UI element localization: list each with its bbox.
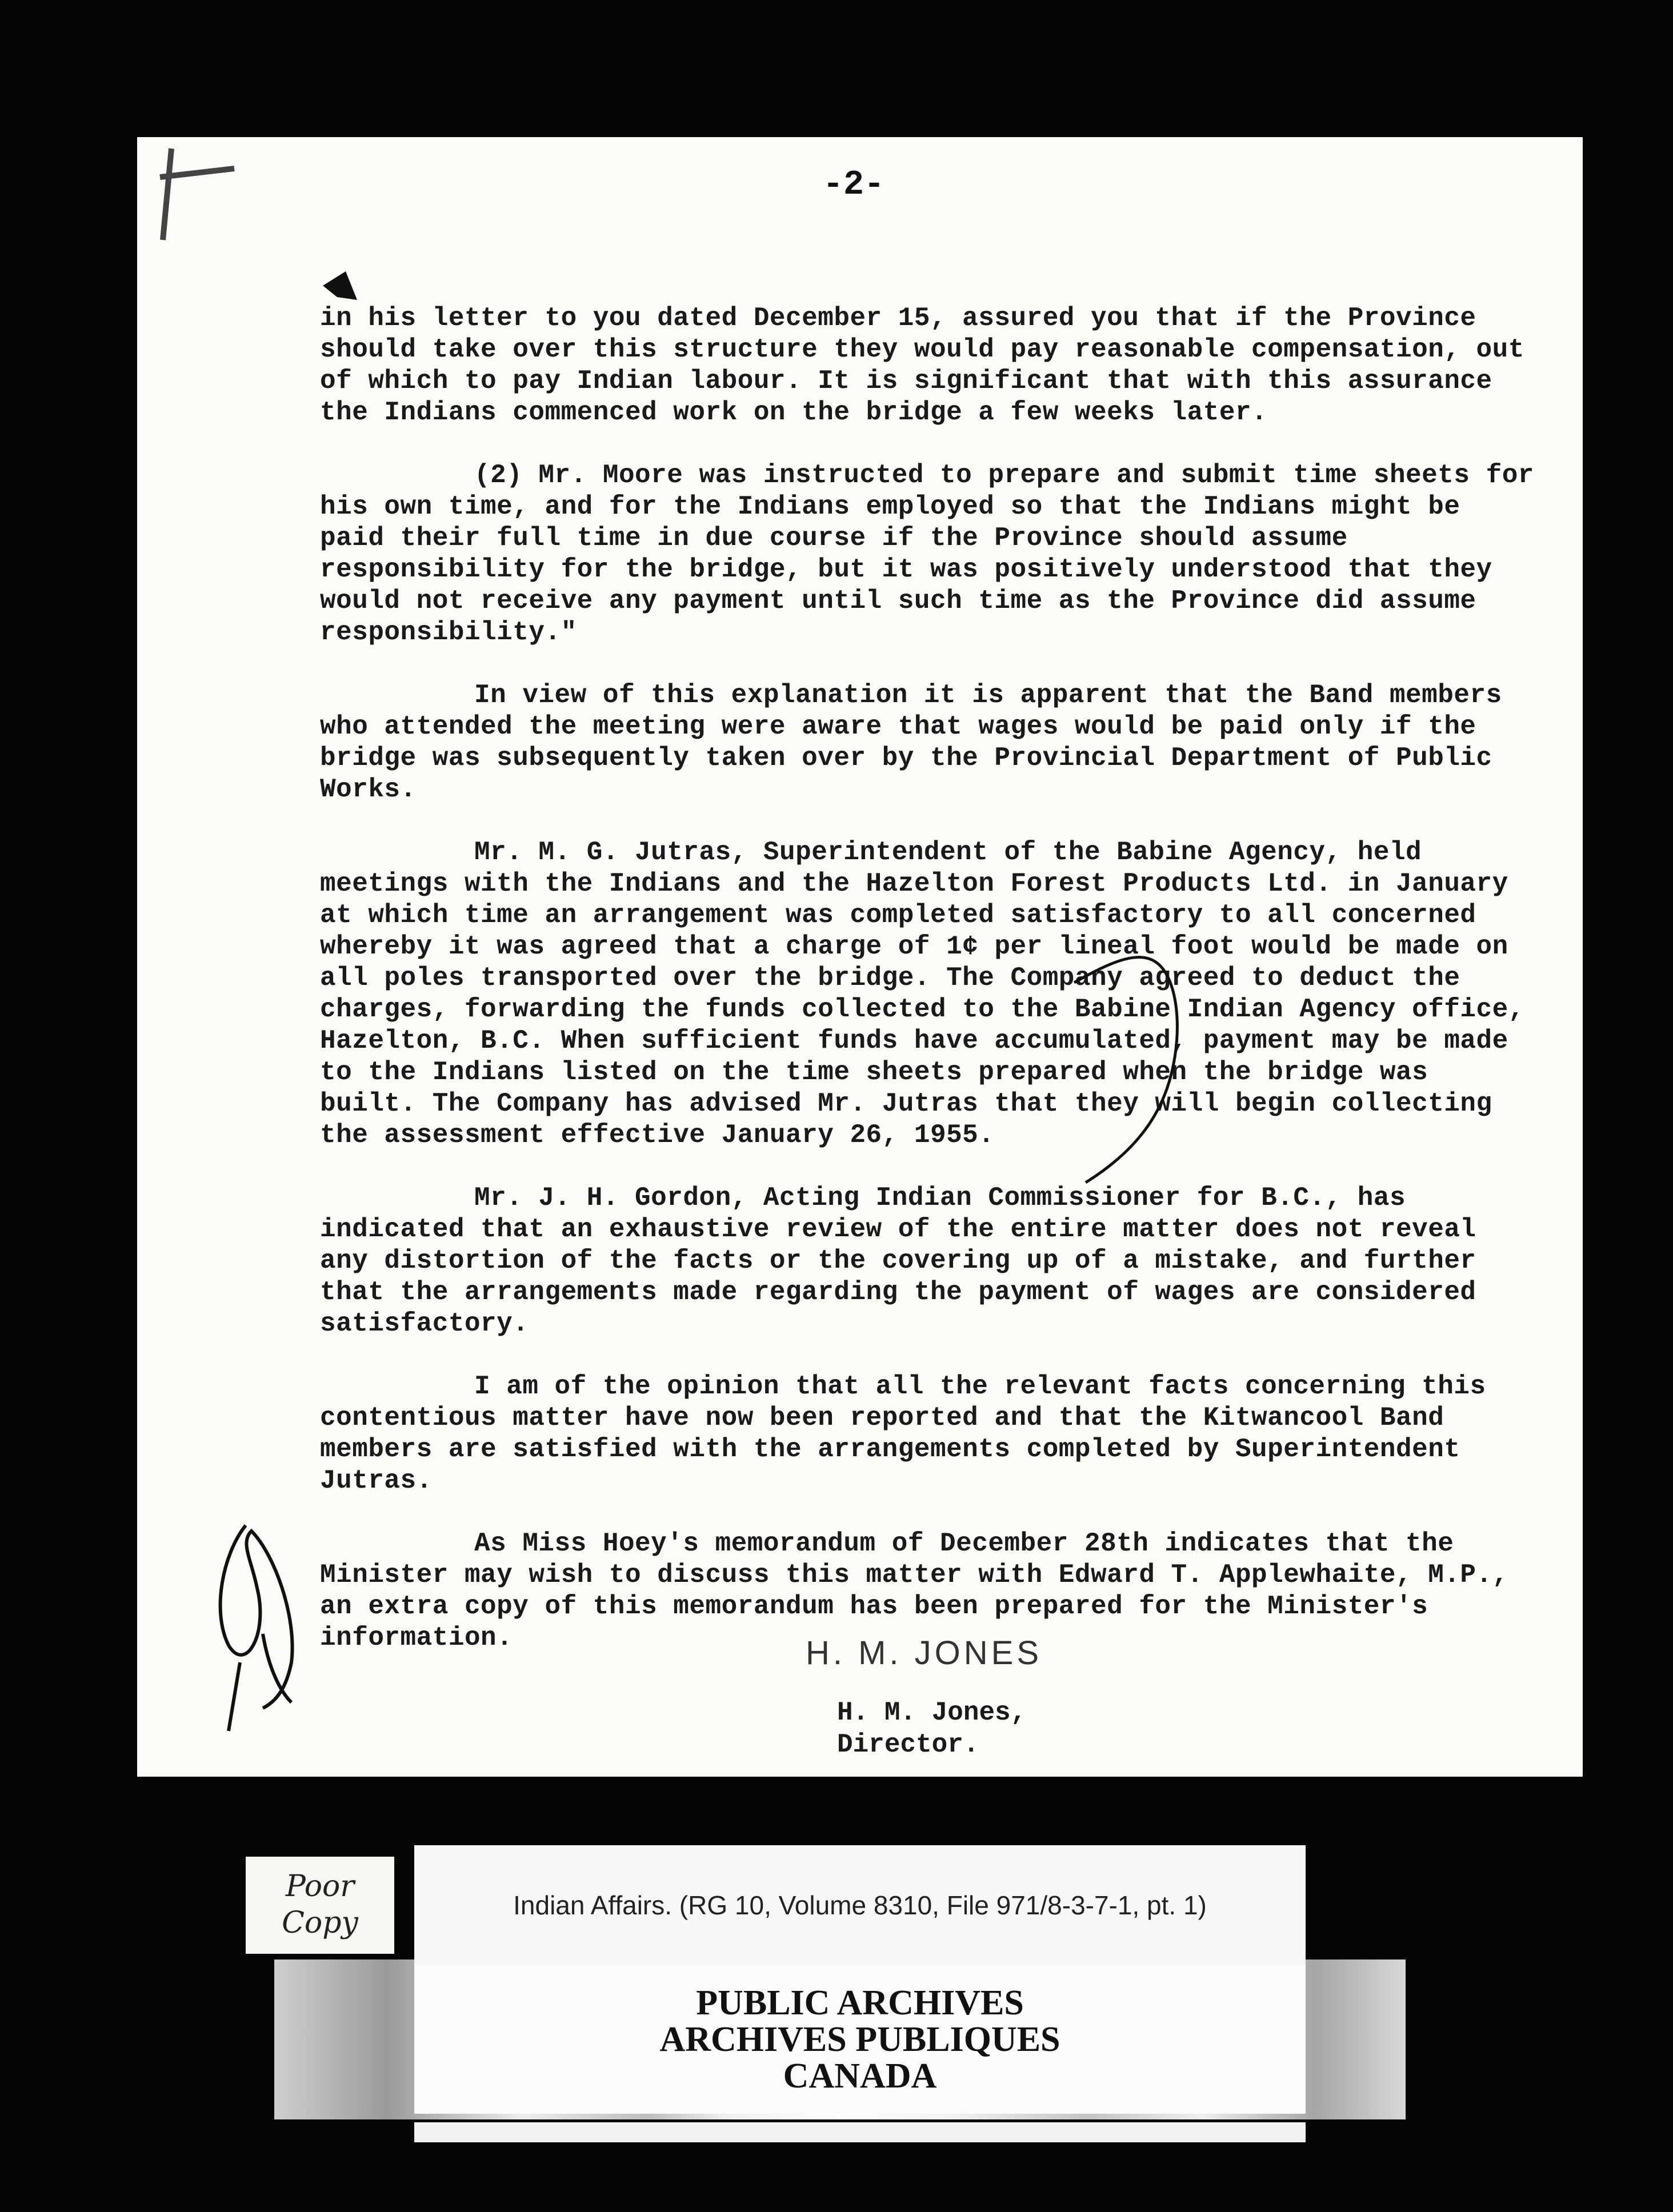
- paragraph-jutras-arrangement: Mr. M. G. Jutras, Superintendent of the Babine Agency, held meetings with the Indians and the Hazelton Forest Products Ltd. in January at which time an arrangement was completed satisfactory to all concerned whereby it was agreed that a charge of 1¢ per lineal foot would be made on all poles transported over the bridge. The Company agreed to deduct the charges, forwarding the funds collected to the Babine Indian Agency office, Hazelton, B.C. When sufficient funds have accumulated, payment may be made to the Indians listed on the time sheets prepared when the bridge was built. The Company has advised Mr. Jutras that they will begin collecting the assessment effective January 26, 1955.: [320, 837, 1524, 1150]
- paragraph-gordon-review: Mr. J. H. Gordon, Acting Indian Commissioner for B.C., has indicated that an exhaustive review of the entire matter does not reveal any distortion of the facts or the covering up of a mistake, and further that the arrangements made regarding the payment of wages are considered satisfactory.: [320, 1183, 1476, 1339]
- paragraph-item-2: (2) Mr. Moore was instructed to prepare and submit time sheets for his own time, and for the Indians employed so that the Indians might be paid their full time in due course if the Province should assume responsibility for the bridge, but it was positively understood that they would not receive any payment until such time as the Province did assume responsibility.": [320, 460, 1534, 647]
- signature-block: [837, 1697, 1026, 1761]
- handwritten-pen-mark: [1063, 925, 1200, 1188]
- paragraph-minister-copy: As Miss Hoey's memorandum of December 28th indicates that the Minister may wish to discuss this matter with Edward T. Applewhaite, M.P., an extra copy of this memorandum has been prepared for the Minister's information.: [320, 1529, 1508, 1653]
- label-bottom-edge: [414, 2122, 1306, 2142]
- page-number: -2-: [823, 166, 885, 205]
- paragraph-opinion: I am of the opinion that all the relevant facts concerning this contentious matter have now been reported and that the Kitwancool Band members are satisfied with the arrangements completed by Superintendent Jutras.: [320, 1372, 1486, 1496]
- signature-name: H. M. Jones,: [837, 1698, 1027, 1728]
- archive-line-3: CANADA: [783, 2057, 937, 2095]
- poor-copy-note: Poor Copy: [246, 1857, 394, 1954]
- citation-label: [414, 1845, 1306, 1965]
- handwritten-initials-signature: [206, 1520, 320, 1737]
- citation-text: Indian Affairs. (RG 10, Volume 8310, File 971/8-3-7-1, pt. 1): [513, 1890, 1207, 1920]
- corner-fold-mark: [137, 137, 286, 320]
- archive-line-1: PUBLIC ARCHIVES: [696, 1983, 1024, 2022]
- signature-title: Director.: [837, 1730, 979, 1760]
- paragraph-continuation: in his letter to you dated December 15, assured you that if the Province should take over this structure they would pay reasonable compensation, out of which to pay Indian labour. It is significant that with this assurance the Indians commenced work on the bridge a few weeks later.: [320, 303, 1524, 427]
- memo-body: [320, 303, 1537, 1685]
- paragraph-explanation: In view of this explanation it is apparent that the Band members who attended the meeting were aware that wages would be paid only if the bridge was subsequently taken over by the Provincial Department of Public Works.: [320, 680, 1502, 804]
- name-stamp: H. M. JONES: [806, 1634, 1043, 1672]
- archive-line-2: ARCHIVES PUBLIQUES: [659, 2020, 1060, 2059]
- archive-label: [414, 1965, 1306, 2114]
- document-page: [137, 137, 1583, 1777]
